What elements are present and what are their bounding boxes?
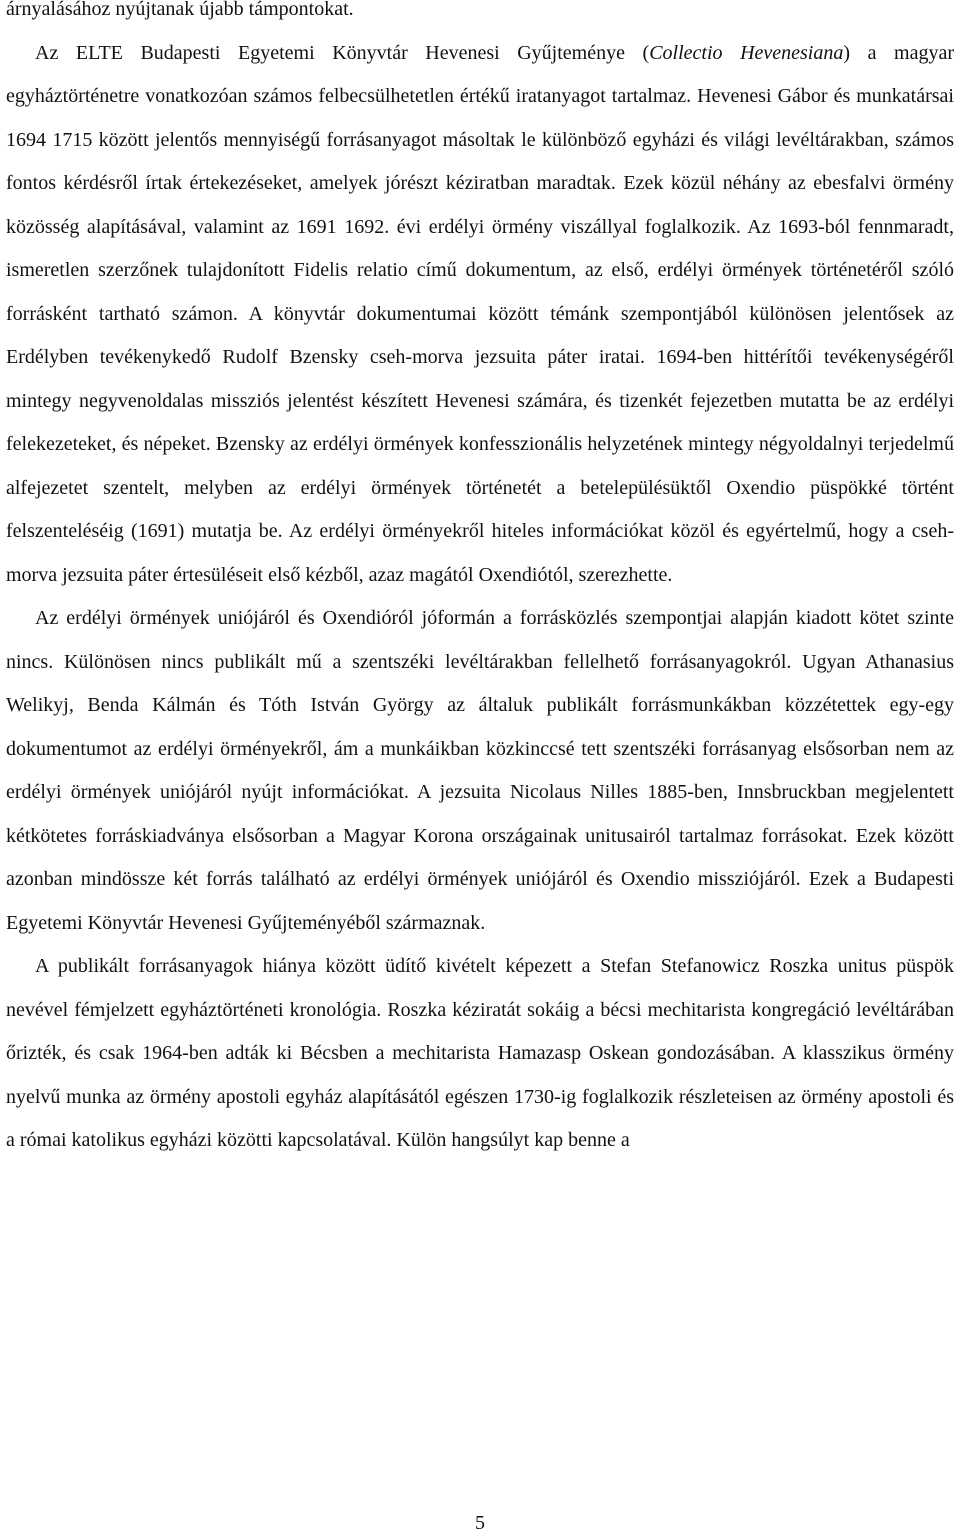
document-page: [6, 0, 954, 1163]
paragraph-3-text: Az erdélyi örmények uniójáról és Oxendióról jóformán a forrásközlés szempontjai alapján kiadott kötet szinte nincs. Különösen nincs publikált mű a szentszéki levéltárakban fellelhető forrásanyagokról. Ugyan Athanasius Welikyj, Benda Kálmán és Tóth István György az általuk publikált forrásmunkákban közzétettek egy-egy dokumentumot az erdélyi örményekről, ám a munkáikban közkinccsé tett szentszéki forrásanyag elsősorban nem az erdélyi örmények uniójáról nyújt információkat. A jezsuita Nicolaus Nilles 1885-ben, Innsbruckban megjelentett kétkötetes forráskiadványa elsősorban a Magyar Korona országainak unitusairól tartalmaz forrásokat. Ezek között azonban mindössze két forrás található az erdélyi örmények uniójáról és Oxendio missziójáról. Ezek a Budapesti Egyetemi Könyvtár Hevenesi Gyűjteményéből származnak.: [6, 607, 954, 934]
paragraph-2-italic-title: Collectio Hevenesiana: [649, 41, 844, 64]
paragraph-2-text-b: ) a magyar egyháztörténetre vonatkozóan számos felbecsülhetetlen értékű iratanyagot tartalmaz. Hevenesi Gábor és munkatársai 1694 1715 között jelentős mennyiségű forrásanyagot másoltak le különböző egyházi és világi levéltárakban, számos fontos kérdésről írtak értekezéseket, amelyek jórészt kéziratban maradtak. Ezek közül néhány az ebesfalvi örmény közösség alapításával, valamint az 1691 1692. évi erdélyi örmény viszállyal foglalkozik. Az 1693-ból fennmaradt, ismeretlen szerzőnek tulajdonított Fidelis relatio című dokumentum, az első, erdélyi örmények történetéről szóló forrásként tartható számon. A könyvtár dokumentumai között témánk szempontjából különösen jelentősek az Erdélyben tevékenykedő Rudolf Bzensky cseh-morva jezsuita páter iratai. 1694-ben hittérítői tevékenységéről mintegy negyvenoldalas missziós jelentést készített Hevenesi számára, és tizenkét fejezetben mutatta be az erdélyi felekezeteket, és népeket. Bzensky az erdélyi örmények konfesszionális helyzetének mintegy négyoldalnyi terjedelmű alfejezetet szentelt, melyben az erdélyi örmények történetét a betelepülésüktől Oxendio püspökké történt felszenteléséig (1691) mutatja be. Az erdélyi örményekről hiteles információkat közöl és egyértelmű, hogy a cseh-morva jezsuita páter értesüléseit első kézből, azaz magától Oxendiótól, szerezhette.: [6, 41, 954, 586]
paragraph-4-text: A publikált forrásanyagok hiánya között üdítő kivételt képezett a Stefan Stefanowicz Roszka unitus püspök nevével fémjelzett egyháztörténeti kronológia. Roszka kéziratát sokáig a bécsi mechitarista kongregáció levéltárában őrizték, és csak 1964-ben adták ki Bécsben a mechitarista Hamazasp Oskean gondozásában. A klasszikus örmény nyelvű munka az örmény apostoli egyház alapításától egészen 1730-ig foglalkozik részleteisen az örmény apostoli és a római katolikus egyházi közötti kapcsolatával. Külön hangsúlyt kap benne a: [6, 955, 954, 1151]
paragraph-4: [6, 945, 954, 1163]
paragraph-1-text: árnyalásához nyújtanak újabb támpontokat.: [6, 0, 354, 20]
paragraph-2: [6, 32, 954, 598]
paragraph-3: [6, 597, 954, 945]
page-number: 5: [475, 1512, 485, 1534]
paragraph-1: [6, 0, 954, 32]
paragraph-2-text-a: Az ELTE Budapesti Egyetemi Könyvtár Hevenesi Gyűjteménye (: [35, 41, 650, 64]
